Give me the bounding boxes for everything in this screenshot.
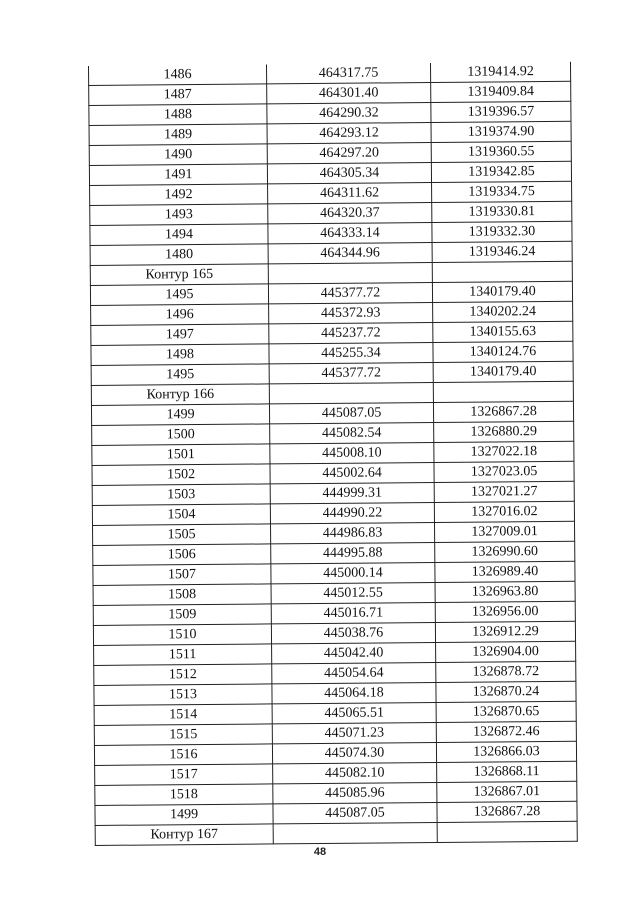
point-number-cell: 1509 — [93, 604, 271, 626]
x-coordinate-cell: 445087.05 — [269, 402, 433, 423]
point-number-cell: 1511 — [94, 644, 272, 666]
y-coordinate-cell: 1326912.29 — [435, 621, 575, 642]
point-number-cell: 1486 — [88, 64, 266, 85]
x-coordinate-cell: 464293.12 — [267, 123, 431, 144]
y-coordinate-cell: 1327009.01 — [434, 521, 574, 542]
y-coordinate-cell: 1326880.29 — [434, 421, 574, 442]
y-coordinate-cell: 1326867.28 — [433, 401, 573, 422]
x-coordinate-cell: 445012.55 — [271, 582, 435, 603]
x-coordinate-cell: 445237.72 — [269, 323, 433, 344]
y-coordinate-cell: 1319396.57 — [431, 101, 571, 122]
y-coordinate-cell: 1340202.24 — [433, 301, 573, 322]
point-number-cell: 1490 — [89, 144, 267, 166]
x-coordinate-cell: 445255.34 — [269, 343, 433, 364]
contour-label-cell: Контур 167 — [95, 824, 273, 846]
point-number-cell: 1489 — [89, 124, 267, 146]
y-coordinate-cell: 1319414.92 — [430, 62, 570, 83]
x-coordinate-cell: 445064.18 — [272, 682, 436, 703]
x-coordinate-cell: 464301.40 — [267, 83, 431, 104]
y-coordinate-cell: 1326866.03 — [436, 741, 576, 762]
x-coordinate-cell: 464344.96 — [268, 243, 432, 264]
y-coordinate-cell: 1326990.60 — [435, 541, 575, 562]
x-coordinate-cell: 445008.10 — [270, 442, 434, 463]
point-number-cell: 1499 — [91, 404, 269, 426]
coordinates-table — [88, 62, 578, 846]
point-number-cell: 1515 — [94, 724, 272, 746]
x-coordinate-cell: 464311.62 — [268, 183, 432, 204]
y-coordinate-cell: 1319346.24 — [432, 241, 572, 262]
x-coordinate-cell: 445016.71 — [271, 602, 435, 623]
y-coordinate-cell: 1326872.46 — [436, 721, 576, 742]
y-coordinate-cell — [433, 381, 573, 402]
point-number-cell: 1502 — [92, 464, 270, 486]
y-coordinate-cell — [437, 821, 577, 842]
point-number-cell: 1496 — [91, 304, 269, 326]
point-number-cell: 1499 — [95, 804, 273, 826]
x-coordinate-cell: 445038.76 — [271, 622, 435, 643]
point-number-cell: 1516 — [94, 744, 272, 766]
point-number-cell: 1495 — [90, 284, 268, 306]
y-coordinate-cell: 1326878.72 — [436, 661, 576, 682]
x-coordinate-cell: 445085.96 — [273, 782, 437, 803]
x-coordinate-cell: 464333.14 — [268, 223, 432, 244]
point-number-cell: 1513 — [94, 684, 272, 706]
point-number-cell: 1514 — [94, 704, 272, 726]
page-number: 48 — [313, 846, 327, 858]
y-coordinate-cell: 1326867.01 — [437, 781, 577, 802]
point-number-cell: 1501 — [92, 444, 270, 466]
y-coordinate-cell: 1326868.11 — [437, 761, 577, 782]
y-coordinate-cell: 1340179.40 — [433, 361, 573, 382]
x-coordinate-cell: 445082.54 — [270, 422, 434, 443]
point-number-cell: 1512 — [94, 664, 272, 686]
contour-header-row — [95, 821, 577, 845]
point-number-cell: 1505 — [93, 524, 271, 546]
point-number-cell: 1503 — [92, 484, 270, 506]
x-coordinate-cell: 444995.88 — [271, 542, 435, 563]
x-coordinate-cell: 445372.93 — [269, 303, 433, 324]
x-coordinate-cell: 444986.83 — [271, 522, 435, 543]
y-coordinate-cell: 1319334.75 — [432, 181, 572, 202]
x-coordinate-cell — [273, 822, 437, 843]
x-coordinate-cell: 464317.75 — [266, 63, 430, 84]
x-coordinate-cell: 445377.72 — [268, 283, 432, 304]
x-coordinate-cell: 445065.51 — [272, 702, 436, 723]
contour-label-cell: Контур 165 — [90, 264, 268, 286]
y-coordinate-cell: 1319374.90 — [431, 121, 571, 142]
x-coordinate-cell — [269, 382, 433, 403]
point-number-cell: 1491 — [89, 164, 267, 186]
y-coordinate-cell: 1327023.05 — [434, 461, 574, 482]
point-number-cell: 1497 — [91, 324, 269, 346]
point-number-cell: 1492 — [90, 184, 268, 206]
x-coordinate-cell: 464320.37 — [268, 203, 432, 224]
contour-label-cell: Контур 166 — [91, 384, 269, 406]
y-coordinate-cell: 1326870.65 — [436, 701, 576, 722]
x-coordinate-cell: 464305.34 — [267, 163, 431, 184]
x-coordinate-cell: 445377.72 — [269, 362, 433, 383]
y-coordinate-cell: 1327022.18 — [434, 441, 574, 462]
point-number-cell: 1510 — [93, 624, 271, 646]
point-number-cell: 1504 — [92, 504, 270, 526]
point-number-cell: 1480 — [90, 244, 268, 266]
x-coordinate-cell: 445087.05 — [273, 802, 437, 823]
point-number-cell: 1500 — [92, 424, 270, 446]
x-coordinate-cell: 445054.64 — [272, 662, 436, 683]
x-coordinate-cell: 445002.64 — [270, 462, 434, 483]
x-coordinate-cell: 464290.32 — [267, 103, 431, 124]
x-coordinate-cell: 444990.22 — [270, 502, 434, 523]
y-coordinate-cell: 1327021.27 — [434, 481, 574, 502]
y-coordinate-cell: 1326904.00 — [436, 641, 576, 662]
y-coordinate-cell: 1319360.55 — [431, 141, 571, 162]
y-coordinate-cell: 1326870.24 — [436, 681, 576, 702]
y-coordinate-cell: 1340155.63 — [433, 321, 573, 342]
x-coordinate-cell: 445074.30 — [272, 742, 436, 763]
y-coordinate-cell: 1326867.28 — [437, 801, 577, 822]
x-coordinate-cell: 445000.14 — [271, 562, 435, 583]
y-coordinate-cell: 1340179.40 — [432, 281, 572, 302]
y-coordinate-cell: 1327016.02 — [434, 501, 574, 522]
y-coordinate-cell: 1319330.81 — [432, 201, 572, 222]
x-coordinate-cell — [268, 263, 432, 284]
y-coordinate-cell: 1319409.84 — [431, 81, 571, 102]
point-number-cell: 1506 — [93, 544, 271, 566]
x-coordinate-cell: 445082.10 — [273, 762, 437, 783]
y-coordinate-cell: 1319342.85 — [431, 161, 571, 182]
coordinates-table-body — [88, 62, 577, 846]
point-number-cell: 1498 — [91, 344, 269, 366]
y-coordinate-cell — [432, 261, 572, 282]
point-number-cell: 1507 — [93, 564, 271, 586]
x-coordinate-cell: 445071.23 — [272, 722, 436, 743]
y-coordinate-cell: 1326956.00 — [435, 601, 575, 622]
point-number-cell: 1517 — [95, 764, 273, 786]
x-coordinate-cell: 464297.20 — [267, 143, 431, 164]
y-coordinate-cell: 1340124.76 — [433, 341, 573, 362]
x-coordinate-cell: 444999.31 — [270, 482, 434, 503]
point-number-cell: 1508 — [93, 584, 271, 606]
point-number-cell: 1494 — [90, 224, 268, 246]
point-number-cell: 1495 — [91, 364, 269, 386]
point-number-cell: 1488 — [89, 104, 267, 126]
y-coordinate-cell: 1319332.30 — [432, 221, 572, 242]
y-coordinate-cell: 1326963.80 — [435, 581, 575, 602]
x-coordinate-cell: 445042.40 — [272, 642, 436, 663]
point-number-cell: 1493 — [90, 204, 268, 226]
point-number-cell: 1487 — [89, 84, 267, 106]
y-coordinate-cell: 1326989.40 — [435, 561, 575, 582]
point-number-cell: 1518 — [95, 784, 273, 806]
